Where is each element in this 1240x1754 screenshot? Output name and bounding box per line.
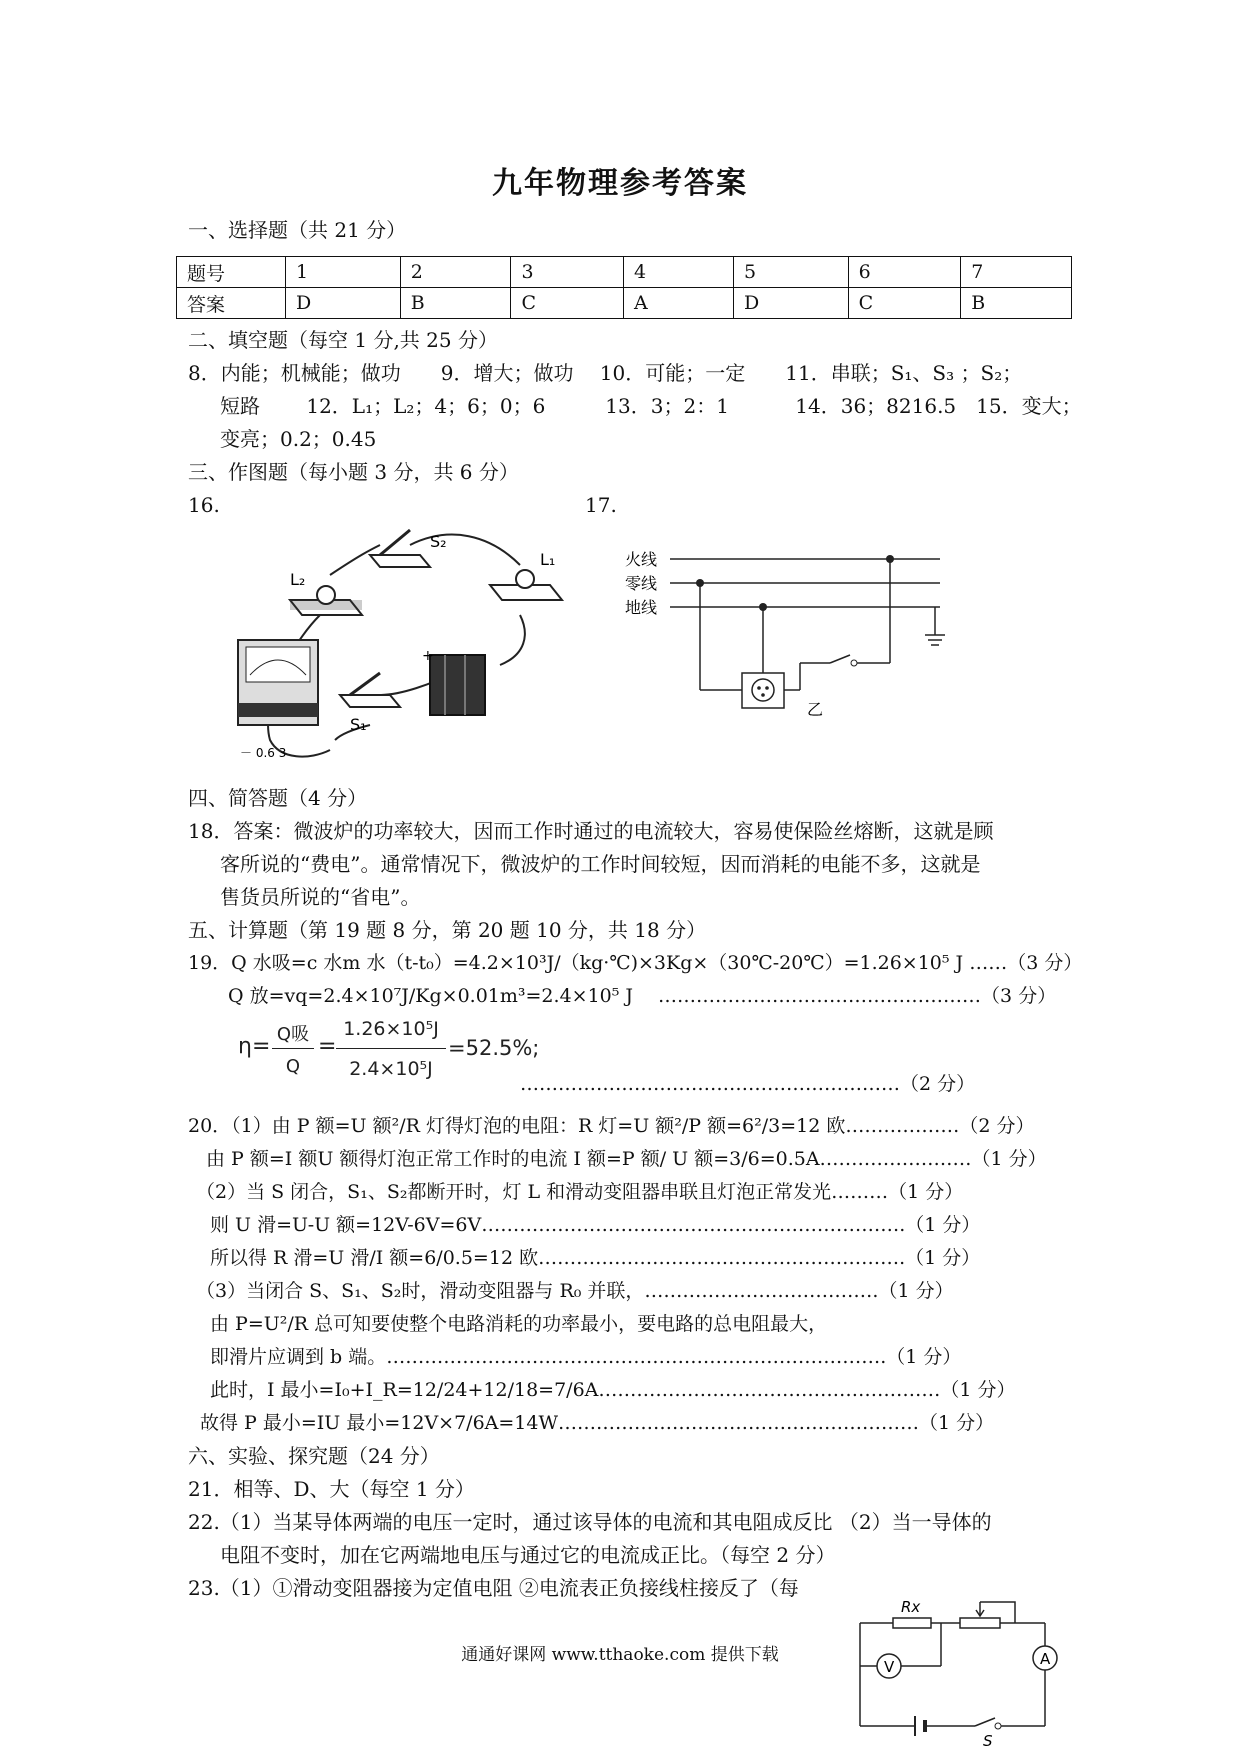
label-s: S — [983, 1732, 993, 1750]
socket-icon — [752, 679, 774, 701]
q20-line-6: （3）当闭合 S、S₁、S₂时，滑动变阻器与 R₀ 并联，……………………………….（1 分） — [196, 1280, 954, 1302]
fill-answers-line-3: 变亮；0.2；0.45 — [220, 427, 377, 451]
eta-symbol: η= — [238, 1034, 271, 1059]
table-cell: C — [511, 288, 624, 319]
q22-line-1: 22.（1）当某导体两端的电压一定时，通过该导体的电流和其电阻成反比 （2）当一导体的 — [188, 1510, 992, 1534]
resistor-rx-icon — [893, 1618, 931, 1628]
table-cell: A — [623, 288, 733, 319]
table-cell: 6 — [848, 257, 961, 288]
question-17-label: 17. — [585, 493, 617, 517]
q23-line-1: 23.（1）①滑动变阻器接为定值电阻 ②电流表正负接线柱接反了（每 — [188, 1576, 799, 1600]
label-rx: Rx — [901, 1598, 921, 1616]
table-row — [177, 288, 1072, 319]
section-6-heading: 六、实验、探究题（24 分） — [188, 1444, 440, 1468]
table-cell: 5 — [733, 257, 848, 288]
q20-line-4: 则 U 滑=U-U 额=12V-6V=6V………………………………………………………….（1 分） — [210, 1214, 981, 1236]
battery-icon — [430, 655, 485, 715]
table-cell: B — [961, 288, 1072, 319]
answer-table — [176, 256, 1072, 319]
eta-denominator-value: 2.4×10⁵J — [349, 1058, 433, 1080]
switch-s1-icon — [340, 673, 400, 707]
q20-line-1: 20．（1）由 P 额=U 额²/R 灯得灯泡的电阻：R 灯=U 额²/P 额=6²/3=12 欧………………（2 分） — [188, 1115, 1035, 1137]
row-head: 题号 — [177, 257, 286, 288]
table-cell: 7 — [961, 257, 1072, 288]
eta-denominator: Q — [285, 1056, 301, 1077]
ammeter-label: A — [1040, 1650, 1051, 1668]
q21-answer: 21．相等、D、大（每空 1 分） — [188, 1477, 475, 1501]
fraction-bar — [336, 1048, 446, 1049]
voltmeter-label: V — [884, 1658, 895, 1676]
q22-line-2: 电阻不变时，加在它两端地电压与通过它的电流成正比。（每空 2 分） — [220, 1543, 836, 1567]
table-cell: 3 — [511, 257, 624, 288]
table-row — [177, 257, 1072, 288]
row-head: 答案 — [177, 288, 286, 319]
fraction-bar — [272, 1048, 314, 1049]
eta-numerator: Q吸 — [276, 1024, 310, 1045]
q18-line-1: 18．答案：微波炉的功率较大，因而工作时通过的电流较大，容易使保险丝熔断，这就是顾 — [188, 819, 994, 843]
fill-answers-line-2: 短路 12．L₁；L₂；4；6；0；6 13．3；2：1 14．36；8216.5 15．变大； — [220, 394, 1082, 418]
q20-line-8: 即滑片应调到 b 端。…………………………………………………………………….（1 分） — [210, 1346, 962, 1368]
label-plus: + — [422, 648, 434, 664]
section-3-heading: 三、作图题（每小题 3 分，共 6 分） — [188, 460, 519, 484]
circuit-figure-16 — [240, 525, 570, 765]
bulb-l1-icon — [490, 570, 562, 600]
equals-sign: = — [318, 1034, 337, 1059]
q18-line-2: 客所说的“费电”。通常情况下，微波炉的工作时间较短，因而消耗的电能不多，这就是 — [220, 852, 981, 876]
page-title: 九年物理参考答案 — [492, 166, 748, 201]
q20-line-5: 所以得 R 滑=U 滑/I 额=6/0.5=12 欧………………………………………………….（1 分） — [210, 1247, 981, 1269]
q20-line-2: 由 P 额=I 额U 额得灯泡正常工作时的电流 I 额=P 额/ U 额=3/6=0.5A……………………（1 分） — [206, 1148, 1047, 1170]
ammeter-scale: － 0.6 3 — [240, 746, 287, 760]
wiring-figure-17 — [620, 545, 960, 720]
label-s1: S₁ — [350, 715, 367, 734]
q19-score: ……………………………………………………（2 分） — [520, 1073, 976, 1095]
section-2-heading: 二、填空题（每空 1 分,共 25 分） — [188, 328, 498, 352]
eta-result: =52.5%; — [448, 1036, 540, 1060]
table-cell: 1 — [286, 257, 401, 288]
label-live-wire: 火线 — [625, 550, 658, 569]
section-1-heading: 一、选择题（共 21 分） — [188, 218, 407, 242]
rheostat-icon — [960, 1618, 1000, 1628]
circuit-figure-23 — [855, 1596, 1065, 1750]
bulb-l2-icon — [290, 586, 362, 615]
q19-line-1: 19．Q 水吸=c 水m 水（t-t₀）=4.2×10³J/（kg·℃)×3Kg×（30℃-20℃）=1.26×10⁵ J ……（3 分） — [188, 952, 1083, 974]
q20-line-3: （2）当 S 闭合，S₁、S₂都断开时，灯 L 和滑动变阻器串联且灯泡正常发光………（1 分） — [196, 1181, 964, 1203]
table-cell: 2 — [400, 257, 511, 288]
q20-line-7: 由 P=U²/R 总可知要使整个电路消耗的功率最小，要电路的总电阻最大， — [210, 1313, 828, 1335]
section-5-heading: 五、计算题（第 19 题 8 分，第 20 题 10 分，共 18 分） — [188, 918, 707, 942]
q19-line-2: Q 放=vq=2.4×10⁷J/Kg×0.01m³=2.4×10⁵ J ……………………………………………（3 分） — [228, 985, 1057, 1007]
q20-line-10: 故得 P 最小=IU 最小=12V×7/6A=14W…………………………………………………（1 分） — [200, 1412, 995, 1434]
table-cell: B — [400, 288, 511, 319]
label-yi: 乙 — [807, 700, 824, 719]
table-cell: 4 — [623, 257, 733, 288]
ammeter-icon — [238, 640, 318, 725]
table-cell: C — [848, 288, 961, 319]
table-cell: D — [733, 288, 848, 319]
q18-line-3: 售货员所说的“省电”。 — [220, 885, 421, 909]
section-4-heading: 四、简答题（4 分） — [188, 786, 368, 810]
label-s2: S₂ — [430, 532, 447, 551]
eta-numerator-value: 1.26×10⁵J — [343, 1018, 439, 1040]
label-ground-wire: 地线 — [625, 598, 658, 617]
label-l1: L₁ — [540, 550, 556, 569]
label-l2: L₂ — [290, 570, 306, 589]
question-16-label: 16. — [188, 493, 220, 517]
q20-line-9: 此时，I 最小=I₀+I_R=12/24+12/18=7/6A………………………………………………（1 分） — [210, 1379, 1016, 1401]
table-cell: D — [286, 288, 401, 319]
footer-source: 通通好课网 www.tthaoke.com 提供下载 — [461, 1645, 779, 1665]
label-neutral-wire: 零线 — [625, 574, 658, 593]
fill-answers-line-1: 8．内能；机械能；做功 9．增大；做功 10．可能；一定 11．串联；S₁、S₃ ；S₂； — [188, 361, 1023, 385]
switch-s2-icon — [370, 530, 430, 567]
